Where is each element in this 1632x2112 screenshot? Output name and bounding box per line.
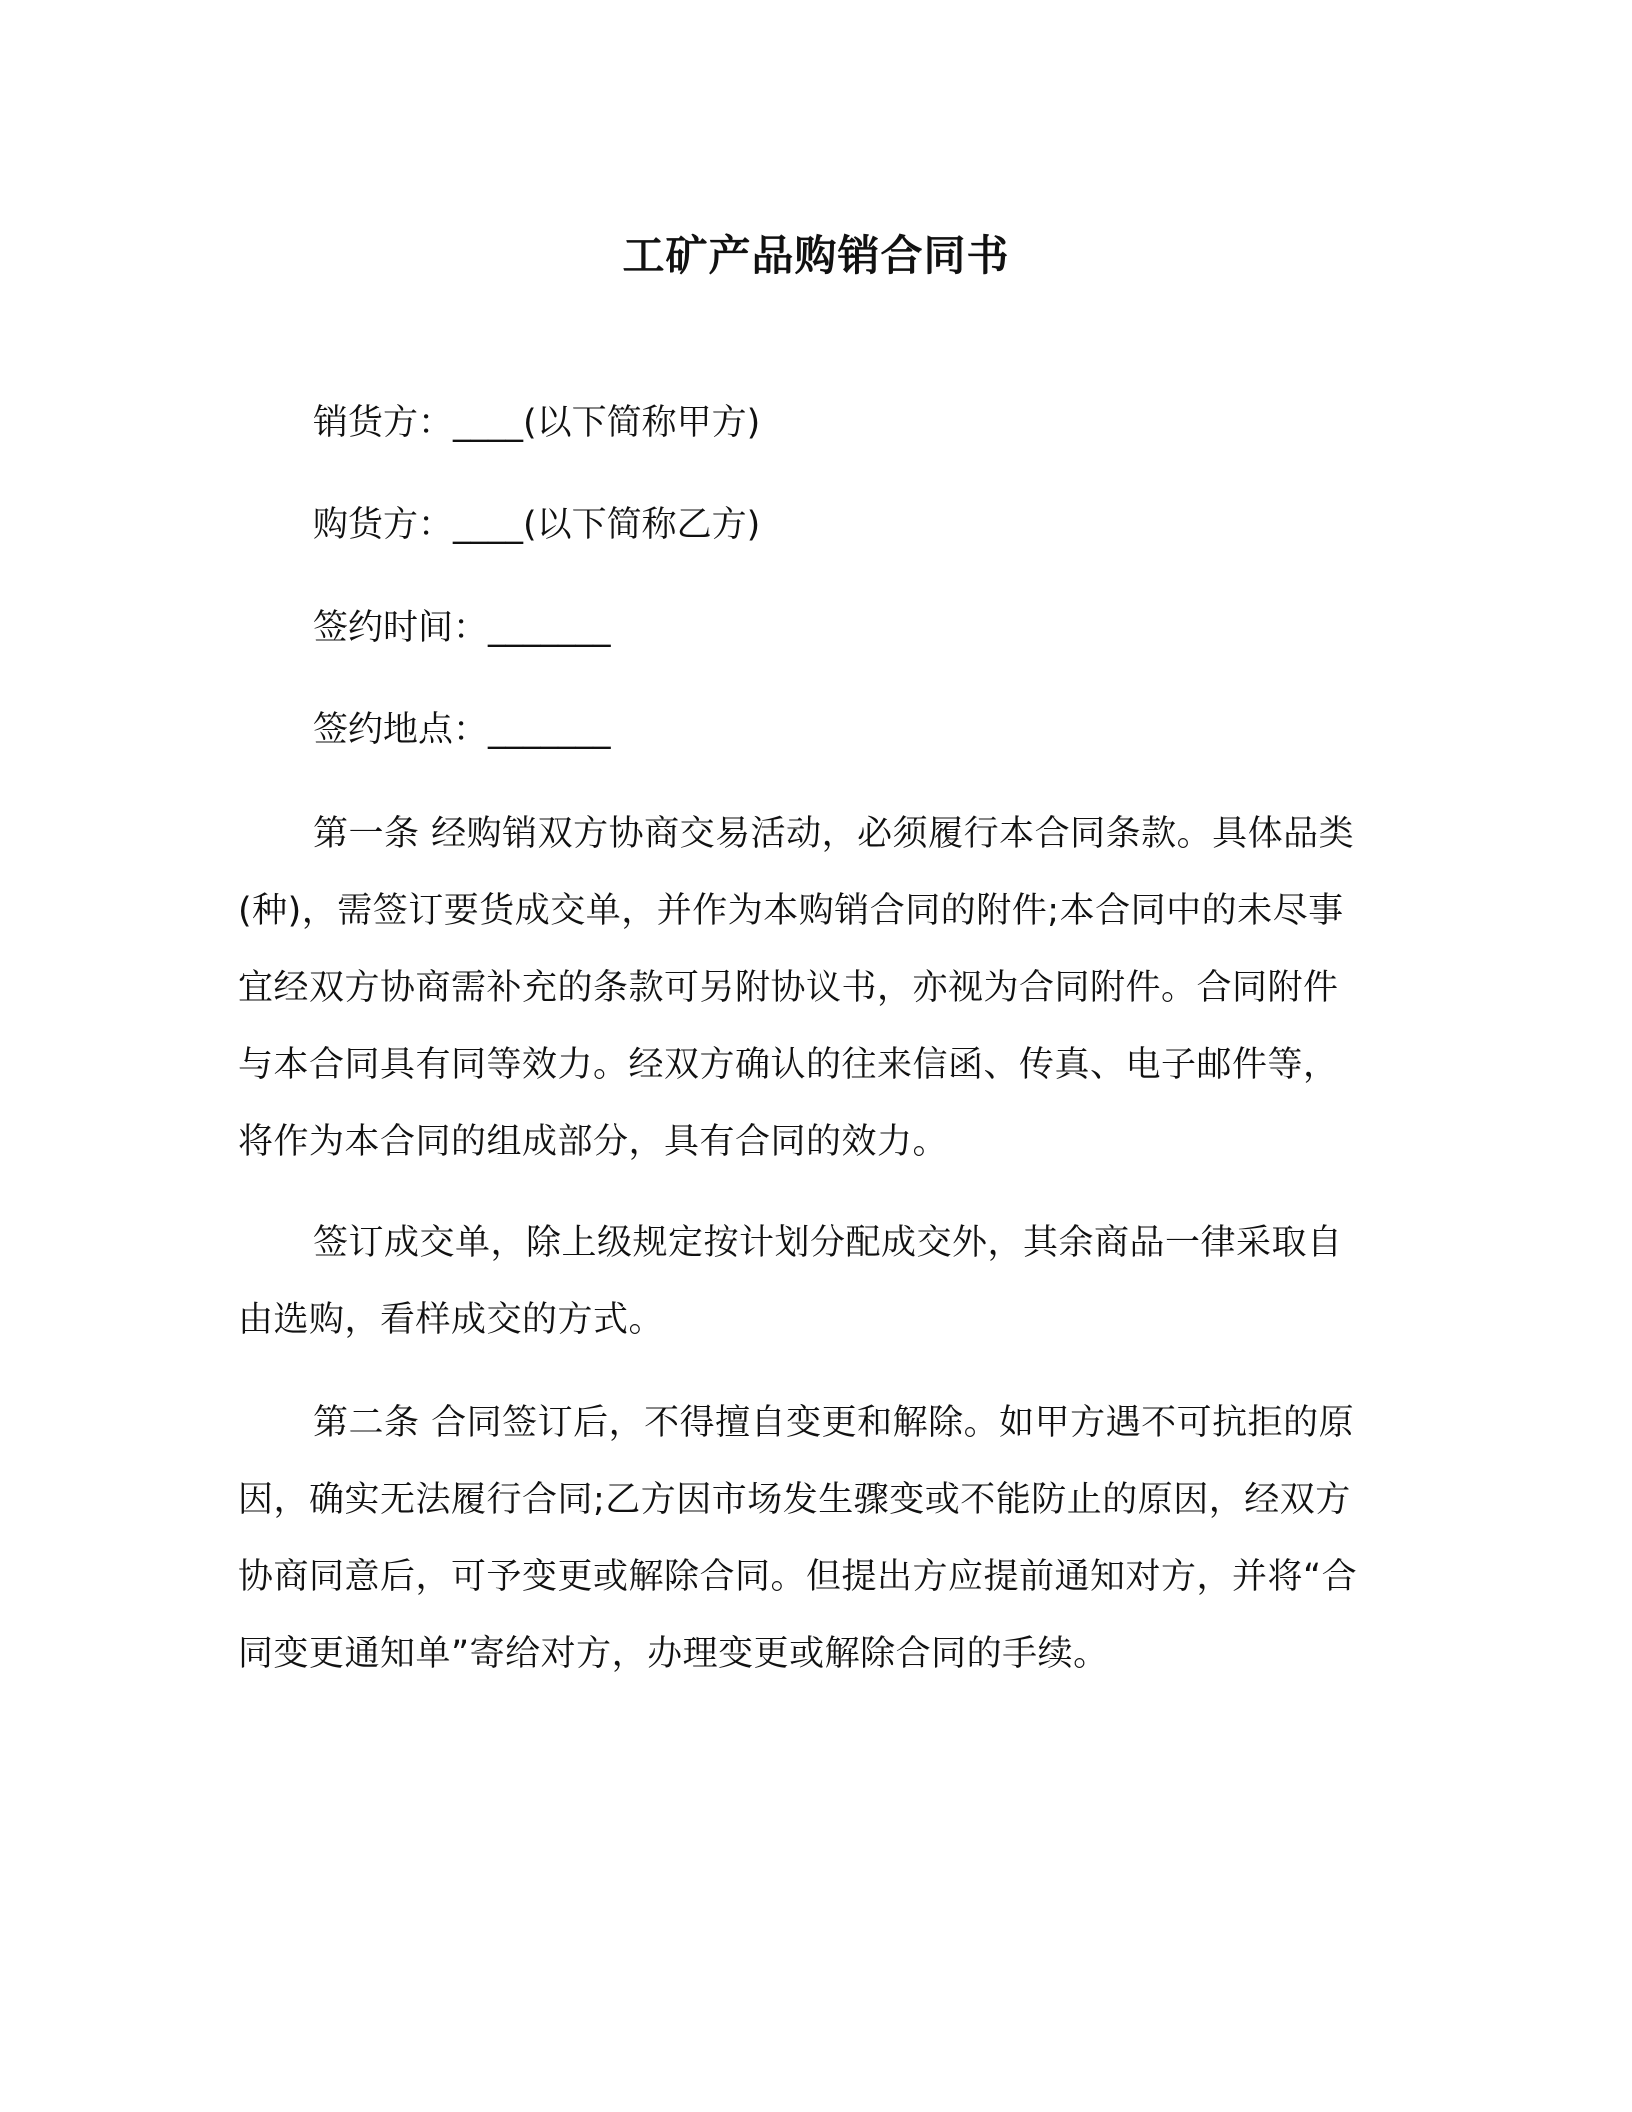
- article-one-paragraph: 第一条 经购销双方协商交易活动，必须履行本合同条款。具体品类(种)，需签订要货成交单，并作为本购销合同的附件;本合同中的未尽事宜经双方协商需补充的条款可另附协议书，亦视为合同附件。合同附件与本合同具有同等效力。经双方确认的往来信函、传真、电子邮件等，将作为本合同的组成部分，具有合同的效力。: [238, 814, 1355, 1162]
- signing-time-field: 签约时间：_______: [313, 608, 611, 648]
- article-two-paragraph: 第二条 合同签订后，不得擅自变更和解除。如甲方遇不可抗拒的原因，确实无法履行合同;乙方因市场发生骤变或不能防止的原因，经双方协商同意后，可予变更或解除合同。但提出方应提前通知对方，并将“合同变更通知单”寄给对方，办理变更或解除合同的手续。: [238, 1403, 1358, 1674]
- document-title: 工矿产品购销合同书: [622, 231, 1010, 280]
- order-form-paragraph: 签订成交单，除上级规定按计划分配成交外，其余商品一律采取自由选购，看样成交的方式。: [238, 1223, 1343, 1340]
- buyer-field: 购货方：____(以下简称乙方): [313, 505, 761, 545]
- seller-field: 销货方：____(以下简称甲方): [313, 403, 761, 443]
- signing-place-field: 签约地点：_______: [313, 710, 611, 750]
